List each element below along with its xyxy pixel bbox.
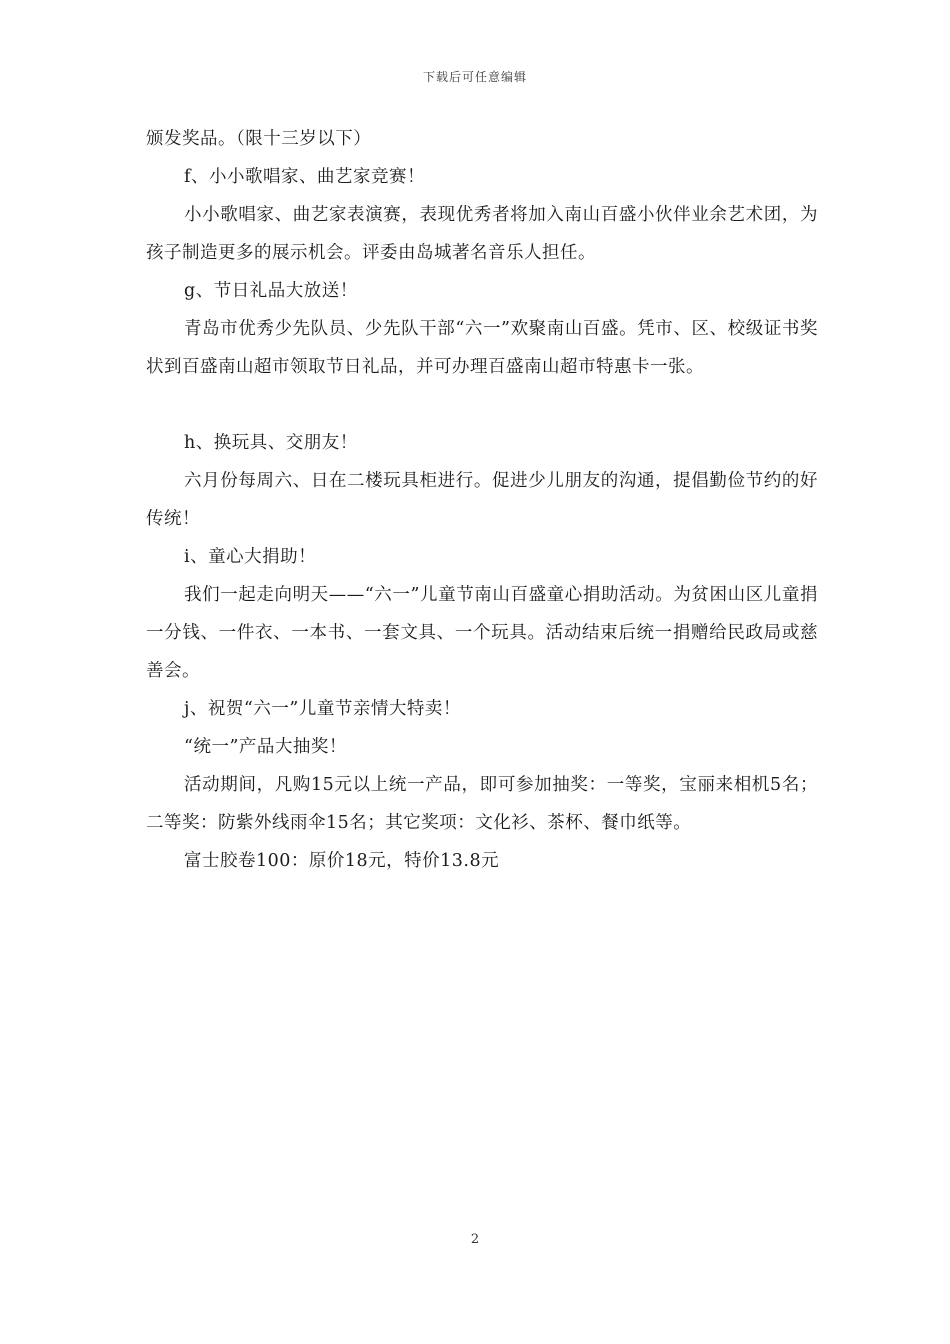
heading-j: j、祝贺“六一”儿童节亲情大特卖！ xyxy=(184,699,461,719)
heading-g: g、节日礼品大放送！ xyxy=(184,281,358,301)
paragraph-g: 青岛市优秀少先队员、少先队干部“六一”欢聚南山百盛。凭市、区、校级证书奖状到百盛南山超市领取节日礼品，并可办理百盛南山超市特惠卡一张。 xyxy=(146,319,818,377)
paragraph-h: 六月份每周六、日在二楼玩具柜进行。促进少儿朋友的沟通，提倡勤俭节约的好传统！ xyxy=(146,471,818,529)
document-body xyxy=(146,120,818,880)
heading-i: i、童心大捐助！ xyxy=(184,547,317,567)
heading-h: h、换玩具、交朋友！ xyxy=(184,433,358,453)
paragraph-fuji-price: 富士胶卷100：原价18元，特价13.8元 xyxy=(184,851,500,871)
page-number: 2 xyxy=(470,1232,480,1247)
paragraph-i: 我们一起走向明天——“六一”儿童节南山百盛童心捐助活动。为贫困山区儿童捐一分钱、一件衣、一本书、一套文具、一个玩具。活动结束后统一捐赠给民政局或慈善会。 xyxy=(146,585,818,681)
heading-f: f、小小歌唱家、曲艺家竞赛！ xyxy=(184,167,425,187)
paragraph-lottery: 活动期间，凡购15元以上统一产品，即可参加抽奖：一等奖，宝丽来相机5名；二等奖：防紫外线雨伞15名；其它奖项：文化衫、茶杯、餐巾纸等。 xyxy=(146,775,818,833)
paragraph-f: 小小歌唱家、曲艺家表演赛，表现优秀者将加入南山百盛小伙伴业余艺术团，为孩子制造更多的展示机会。评委由岛城著名音乐人担任。 xyxy=(146,205,818,263)
blank-line xyxy=(146,386,818,424)
subheading-lottery: “统一”产品大抽奖！ xyxy=(184,737,347,757)
page-header: 下载后可任意编辑 xyxy=(422,70,527,84)
paragraph-1: 颁发奖品。（限十三岁以下） xyxy=(146,129,372,149)
